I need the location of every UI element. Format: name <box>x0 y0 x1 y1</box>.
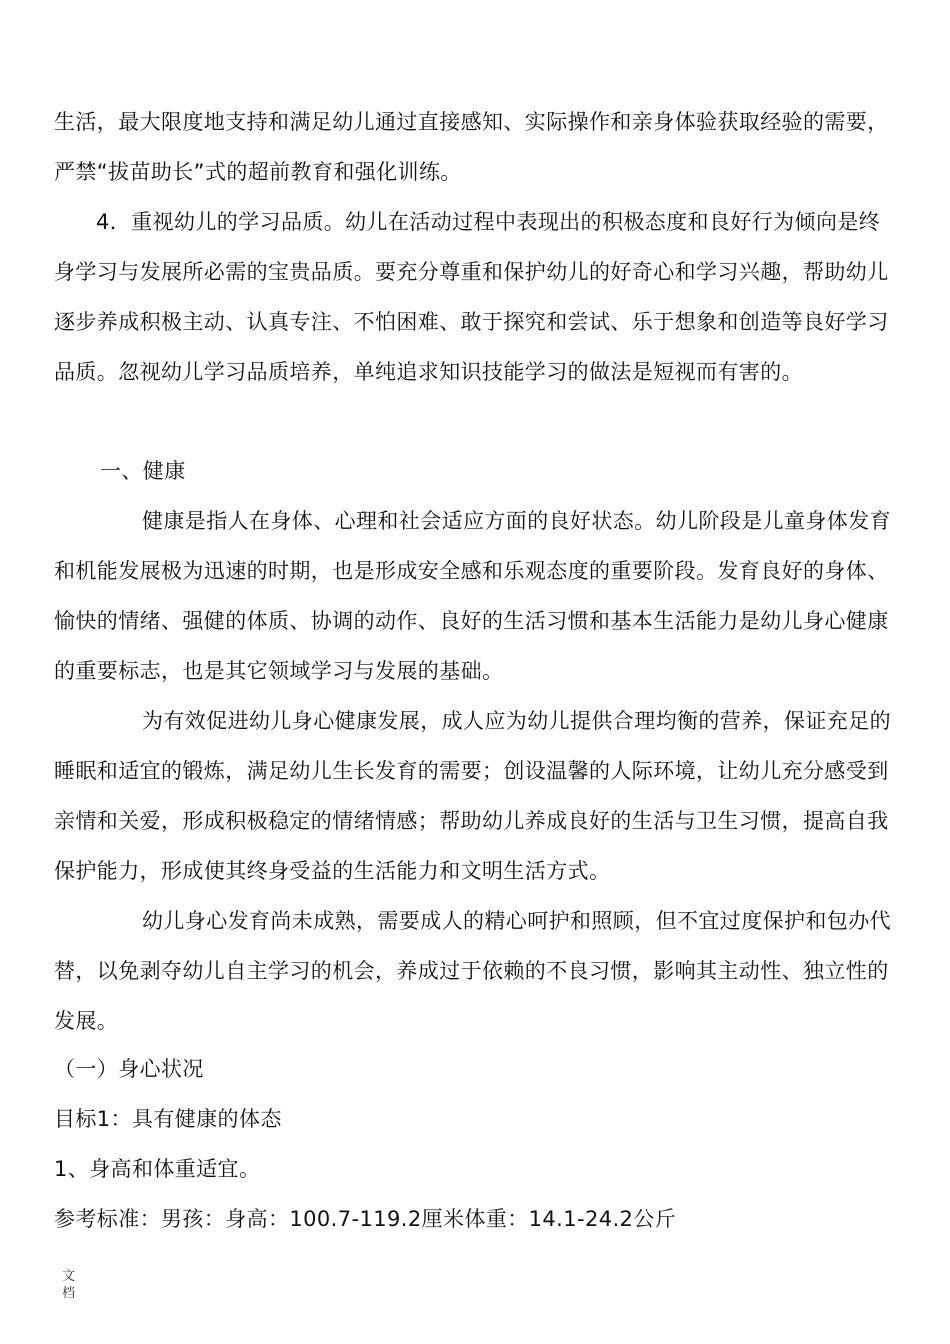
reference-standard-line: 参考标准：男孩：身高：100.7-119.2厘米体重：14.1-24.2公斤 <box>54 1207 677 1231</box>
paragraph-health-care: 幼儿身心发育尚未成熟，需要成人的精心呵护和照顾，但不宜过度保护和包办代替，以免剥夺幼儿自主学习的机会，养成过于依赖的不良习惯，影响其主动性、独立性的发展。 <box>54 909 891 1033</box>
goal-heading: 目标1：具有健康的体态 <box>54 1107 282 1131</box>
paragraph-intro-continuation: 生活，最大限度地支持和满足幼儿通过直接感知、实际操作和亲身体验获取经验的需要，严禁“拔苗助长”式的超前教育和强化训练。 <box>54 110 889 184</box>
paragraph-learning-quality: 4．重视幼儿的学习品质。幼儿在活动过程中表现出的积极态度和良好行为倾向是终身学习与发展所必需的宝贵品质。要充分尊重和保护幼儿的好奇心和学习兴趣，帮助幼儿逐步养成积极主动、认真专注、不怕困难、敢于探究和尝试、乐于想象和创造等良好学习品质。忽视幼儿学习品质培养，单纯追求知识技能学习的做法是短视而有害的。 <box>54 210 889 384</box>
paragraph-health-promotion: 为有效促进幼儿身心健康发展，成人应为幼儿提供合理均衡的营养，保证充足的睡眠和适宜的锻炼，满足幼儿生长发育的需要；创设温馨的人际环境，让幼儿充分感受到亲情和关爱，形成积极稳定的情绪情感；帮助幼儿养成良好的生活与卫生习惯，提高自我保护能力，形成使其终身受益的生活能力和文明生活方式。 <box>54 709 891 883</box>
subsection-heading-physical-mental: （一）身心状况 <box>54 1057 204 1081</box>
section-heading-health: 一、健康 <box>100 459 186 483</box>
list-item-height-weight: 1、身高和体重适宜。 <box>54 1157 261 1181</box>
footer-watermark-text: 文档 <box>62 1269 76 1301</box>
paragraph-health-definition: 健康是指人在身体、心理和社会适应方面的良好状态。幼儿阶段是儿童身体发育和机能发展极为迅速的时期，也是形成安全感和乐观态度的重要阶段。发育良好的身体、愉快的情绪、强健的体质、协调的动作、良好的生活习惯和基本生活能力是幼儿身心健康的重要标志，也是其它领域学习与发展的基础。 <box>54 509 891 683</box>
